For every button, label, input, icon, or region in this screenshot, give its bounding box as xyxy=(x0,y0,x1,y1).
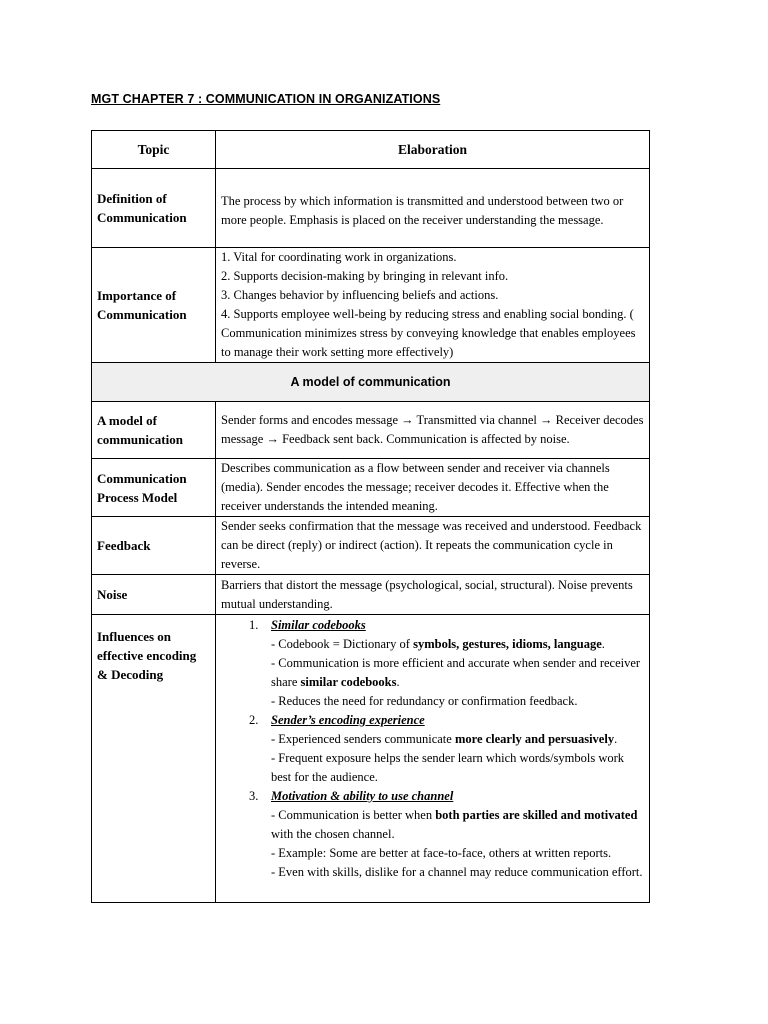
list-item: 4. Supports employee well-being by reducing stress and enabling social bonding. ( Communication minimizes stress by conveying knowledge that enables employees to manage their work setting more effectively) xyxy=(221,307,636,359)
table-row xyxy=(92,248,650,363)
item-line: - Communication is better when both parties are skilled and motivated with the chosen channel. xyxy=(271,808,638,841)
list-item: 2. Supports decision-making by bringing in relevant info. xyxy=(221,269,509,283)
item-line: - Codebook = Dictionary of symbols, gestures, idioms, language. xyxy=(271,637,605,651)
table-row xyxy=(92,459,650,517)
item-line: - Example: Some are better at face-to-face, others at written reports. xyxy=(271,846,612,860)
list-item xyxy=(221,711,644,787)
item-heading: Sender’s encoding experience xyxy=(271,713,425,727)
elaboration-cell: Describes communication as a flow between sender and receiver via channels (media). Sender encodes the message; receiver decodes it. Effective when the receiver understands the intended meaning. xyxy=(216,459,650,517)
list-item: 1. Vital for coordinating work in organizations. xyxy=(221,250,457,264)
elaboration-cell: Sender seeks confirmation that the message was received and understood. Feedback can be direct (reply) or indirect (action). It repeats the communication cycle in reverse. xyxy=(216,517,650,575)
elaboration-cell: Sender forms and encodes message → Transmitted via channel → Receiver decodes message → Feedback sent back. Communication is affected by noise. xyxy=(216,402,650,459)
list-item xyxy=(221,787,644,882)
item-number: 2. xyxy=(249,713,259,727)
page-title: MGT CHAPTER 7 : COMMUNICATION IN ORGANIZATIONS xyxy=(91,92,441,106)
list-item xyxy=(221,616,644,711)
topic-header: Topic xyxy=(92,131,216,169)
section-heading: A model of communication xyxy=(92,363,650,402)
topic-cell: Influences on effective encoding & Decoding xyxy=(92,615,216,903)
section-row xyxy=(92,363,650,402)
table-row xyxy=(92,169,650,248)
topic-cell: Communication Process Model xyxy=(92,459,216,517)
influences-list xyxy=(221,616,644,882)
elaboration-cell xyxy=(216,248,650,363)
item-line: - Frequent exposure helps the sender learn which words/symbols work best for the audience. xyxy=(271,751,625,784)
notes-table xyxy=(91,130,650,903)
header-row xyxy=(92,131,650,169)
item-line: - Reduces the need for redundancy or confirmation feedback. xyxy=(271,694,578,708)
table-row xyxy=(92,575,650,615)
topic-cell: Noise xyxy=(92,575,216,615)
topic-cell: Feedback xyxy=(92,517,216,575)
item-line: - Experienced senders communicate more clearly and persuasively. xyxy=(271,732,618,746)
topic-cell: Definition of Communication xyxy=(92,169,216,248)
item-heading: Motivation & ability to use channel xyxy=(271,789,454,803)
item-number: 1. xyxy=(249,618,259,632)
elaboration-cell: Barriers that distort the message (psychological, social, structural). Noise prevents mutual understanding. xyxy=(216,575,650,615)
topic-cell: Importance of Communication xyxy=(92,248,216,363)
item-number: 3. xyxy=(249,789,259,803)
elaboration-cell xyxy=(216,615,650,903)
item-line: - Communication is more efficient and accurate when sender and receiver share similar codebooks. xyxy=(271,656,641,689)
elaboration-cell: The process by which information is transmitted and understood between two or more people. Emphasis is placed on the receiver understanding the message. xyxy=(216,169,650,248)
table-row xyxy=(92,402,650,459)
item-heading: Similar codebooks xyxy=(271,618,366,632)
item-line: - Even with skills, dislike for a channel may reduce communication effort. xyxy=(271,865,643,879)
table-row xyxy=(92,615,650,903)
table-row xyxy=(92,517,650,575)
topic-cell: A model of communication xyxy=(92,402,216,459)
list-item: 3. Changes behavior by influencing beliefs and actions. xyxy=(221,288,499,302)
elaboration-header: Elaboration xyxy=(216,131,650,169)
